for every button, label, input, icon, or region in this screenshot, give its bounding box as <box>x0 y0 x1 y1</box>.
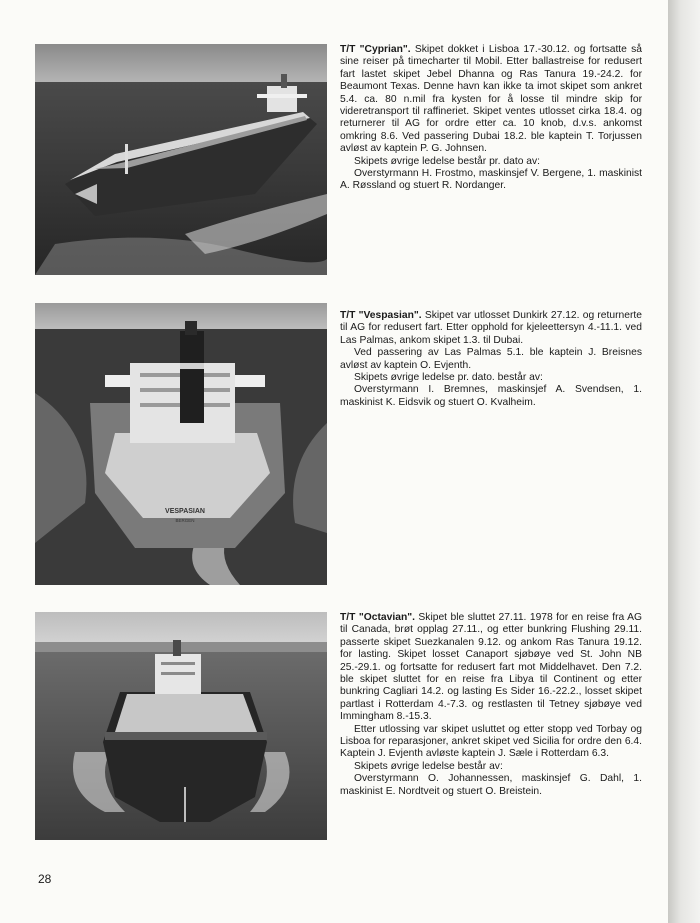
section-paragraph: Ved passering av Las Palmas 5.1. ble kaptein J. Breisnes avløst av kaptein O. Evjenth. <box>340 347 642 371</box>
photo-cyprian-tanker <box>35 44 327 275</box>
page-number: 28 <box>38 872 52 886</box>
section-body: Skipet ble sluttet 27.11. 1978 for en reise fra AG til Canada, brøt opplag 27.11., og etter bunkring Flushing 29.11. passerte skipet Suezkanalen 9.12. og ankom Ras Tanura 19.12. for lasting. Skipet losset Canaport sjøbøye ved St. John NB 25.-29.1. og fortsatte for redusert fart mot Middelhavet. Den 7.2. ble skipet sluttet for en reise fra Libya til Continent og etter bunkring Cagliari 14.2. og lasting Es Sider 16.-22.2., losset skipet partlast i Rotterdam 4.-7.3. og restlasten til Tetney sjøbøye ved Immingham 8.-15.3. <box>340 612 643 723</box>
section-paragraph: Overstyrmann I. Bremnes, maskinsjef A. Svendsen, 1. maskinist K. Eidsvik og stuert O. Kvalheim. <box>340 384 642 408</box>
section-body: Skipet dokket i Lisboa 17.-30.12. og fortsatte så sine reiser på timecharter til Mobil. Etter ballastreise for redusert fart lastet skipet Jebel Dhanna og Ras Tanura 19.-24.2. for Beaumont Texas. Denne havn kan ikke ta imot skipet som ankret 5.4. ca. 80 n.mil fra kysten for å losse til mindre skip for videretransport til raffineriet. Skipet ventes utlosset cirka 18.4. og returnerer til AG for ordre etter ca. 10 knob, d.v.s. ankomst omkring 8.6. Ved passering Dubai 18.2. ble kaptein T. Torjussen avløst av kaptein P. G. Johnsen. <box>340 44 642 155</box>
section-vespasian <box>340 310 642 409</box>
section-body: Skipet var utlosset Dunkirk 27.12. og returnerte til AG for redusert fart. Etter opphold for kjeleettersyn 4.-11.1. ved Las Palmas, ankom skipet 1.3. til Dubai. <box>340 310 642 346</box>
ship-heading-octavian: T/T "Octavian". <box>340 612 415 623</box>
section-paragraph: Etter utlossing var skipet usluttet og etter stopp ved Torbay og Lisboa for reparasjoner, ankret skipet ved Sicilia for ordre den 6.4. Kaptein J. Evjenth avløste kaptein J. Sæle i Rotterdam 6.3. <box>340 723 642 760</box>
section-octavian <box>340 612 642 798</box>
section-paragraph: Skipets øvrige ledelse består av: <box>354 760 503 772</box>
section-cyprian <box>340 44 642 193</box>
section-paragraph: Overstyrmann H. Frostmo, maskinsjef V. Bergene, 1. maskinist A. Røssland og stuert R. Nordanger. <box>340 168 642 192</box>
section-paragraph: Skipets øvrige ledelse pr. dato. består av: <box>354 372 543 384</box>
vespasian-stern-name: VESPASIAN <box>165 508 205 515</box>
photo-vespasian-tanker <box>35 303 327 585</box>
vespasian-stern-port: BERGEN <box>175 518 195 523</box>
ship-heading-cyprian: T/T "Cyprian". <box>340 44 411 55</box>
ship-heading-vespasian: T/T "Vespasian". <box>340 310 422 321</box>
section-paragraph: Skipets øvrige ledelse består pr. dato av: <box>354 155 541 167</box>
section-paragraph: Overstyrmann O. Johannessen, maskinsjef G. Dahl, 1. maskinist E. Nordtveit og stuert O. Breistein. <box>340 773 642 797</box>
photo-octavian-tanker <box>35 612 327 840</box>
page-edge <box>668 0 700 923</box>
